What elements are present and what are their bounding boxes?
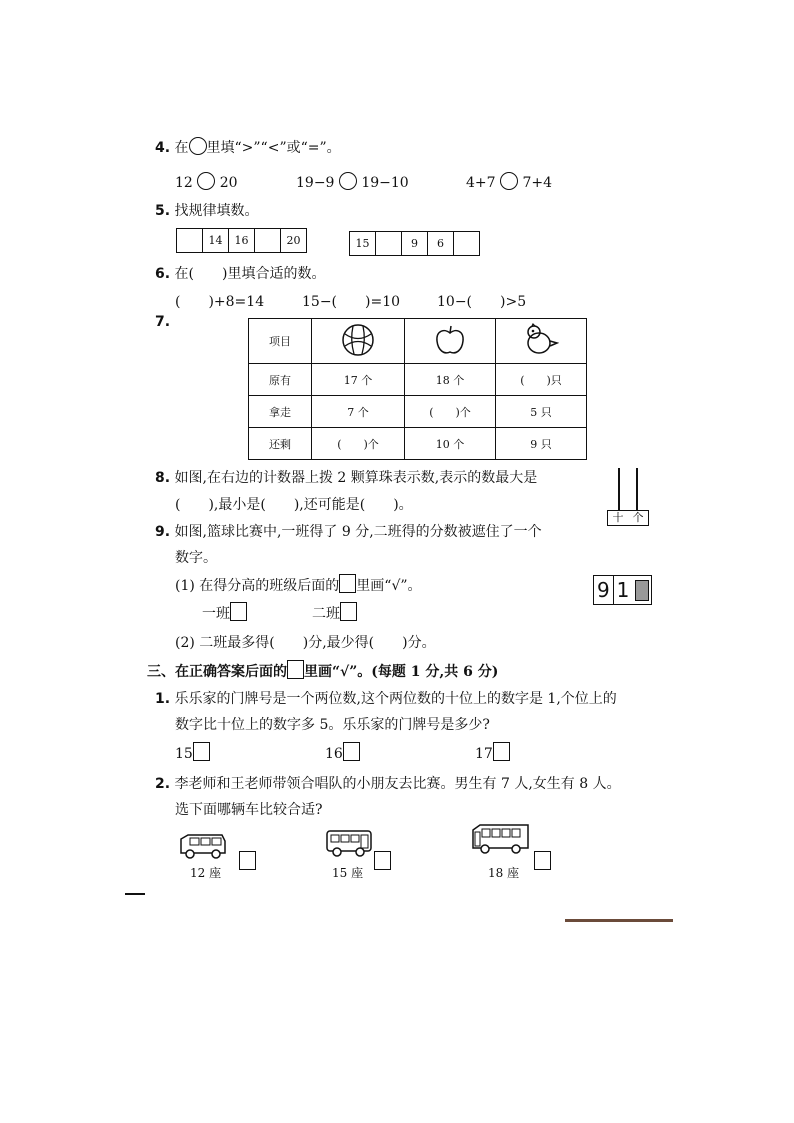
q8-text-2[interactable]: ( ),最小是( ),还可能是( )。 bbox=[175, 497, 413, 513]
q4-item-left: 12 bbox=[175, 175, 193, 191]
q4-item-left: 19−9 bbox=[296, 175, 335, 191]
q5-sequence-1 bbox=[176, 228, 307, 253]
sequence-cell[interactable] bbox=[255, 229, 281, 252]
checkbox[interactable] bbox=[340, 602, 357, 621]
rod bbox=[618, 468, 620, 510]
counter-base bbox=[607, 510, 649, 526]
q4-number: 4. bbox=[155, 140, 171, 156]
class-label: 一班 bbox=[202, 606, 230, 622]
cover-block bbox=[635, 580, 649, 601]
option-label: 15 座 bbox=[332, 866, 364, 880]
q9-class-2 bbox=[312, 602, 357, 623]
table-cell[interactable]: ( )个 bbox=[405, 396, 496, 428]
sequence-cell[interactable] bbox=[177, 229, 203, 252]
checkbox[interactable] bbox=[343, 742, 360, 761]
chick-icon bbox=[496, 319, 587, 364]
p2-text-2: 选下面哪辆车比较合适? bbox=[175, 802, 323, 818]
q6-item[interactable]: 10−( )>5 bbox=[437, 294, 527, 310]
q6-item[interactable]: 15−( )=10 bbox=[302, 294, 401, 310]
checkbox[interactable] bbox=[230, 602, 247, 621]
q9-text: 如图,篮球比赛中,一班得了 9 分,二班得的分数被遮住了一个 bbox=[174, 524, 542, 540]
p1-option-1 bbox=[175, 742, 210, 762]
q9-sub1 bbox=[175, 574, 422, 595]
section-3-pre: 三、在正确答案后面的 bbox=[147, 664, 287, 680]
square-icon bbox=[287, 660, 304, 679]
option-label: 17 bbox=[475, 746, 493, 762]
q4-line bbox=[155, 137, 341, 157]
q5-text: 找规律填数。 bbox=[174, 203, 259, 219]
checkbox[interactable] bbox=[239, 851, 256, 870]
p1-line-1 bbox=[155, 688, 617, 708]
table-cell[interactable]: ( )个 bbox=[312, 428, 405, 460]
table-cell: 17 个 bbox=[312, 364, 405, 396]
apple-icon bbox=[405, 319, 496, 364]
bus-icon bbox=[470, 822, 532, 860]
van-icon bbox=[178, 831, 228, 865]
q9-class-1 bbox=[202, 602, 247, 623]
sequence-cell: 16 bbox=[229, 229, 255, 252]
option-label: 12 座 bbox=[190, 866, 222, 880]
p1-text-2: 数字比十位上的数字多 5。乐乐家的门牌号是多少? bbox=[175, 717, 490, 733]
circle-icon bbox=[189, 137, 207, 155]
score-digit: 1 bbox=[613, 576, 633, 604]
q4-item-3 bbox=[466, 172, 552, 191]
row-label: 还剩 bbox=[249, 428, 312, 460]
basketball-icon bbox=[312, 319, 405, 364]
sequence-cell: 15 bbox=[350, 232, 376, 255]
p2-text: 李老师和王老师带领合唱队的小朋友去比赛。男生有 7 人,女生有 8 人。 bbox=[174, 776, 621, 792]
q8-number: 8. bbox=[155, 470, 171, 486]
q6-number: 6. bbox=[155, 266, 171, 282]
q9-sub2[interactable]: (2) 二班最多得( )分,最少得( )分。 bbox=[175, 635, 436, 651]
q4-item-right: 7+4 bbox=[522, 175, 552, 191]
q4-item-1 bbox=[175, 172, 238, 191]
q9-sub1-post: 里画“√”。 bbox=[356, 578, 422, 594]
q6-item[interactable]: ( )+8=14 bbox=[175, 294, 265, 310]
sequence-cell: 9 bbox=[402, 232, 428, 255]
ones-label: 个 bbox=[632, 511, 644, 524]
option-label: 15 bbox=[175, 746, 193, 762]
sequence-cell[interactable] bbox=[454, 232, 479, 255]
p1-option-2 bbox=[325, 742, 360, 762]
rod bbox=[636, 468, 638, 510]
q4-item-right: 20 bbox=[219, 175, 238, 191]
table-header: 项目 bbox=[249, 319, 312, 364]
page-mark bbox=[125, 893, 145, 895]
p1-option-3 bbox=[475, 742, 510, 762]
table-cell: 5 只 bbox=[496, 396, 587, 428]
scoreboard bbox=[593, 575, 652, 605]
p1-text: 乐乐家的门牌号是一个两位数,这个两位数的十位上的数字是 1,个位上的 bbox=[174, 691, 617, 707]
q9-number: 9. bbox=[155, 524, 171, 540]
q7-number: 7. bbox=[155, 314, 171, 330]
sequence-cell: 14 bbox=[203, 229, 229, 252]
table-cell: 10 个 bbox=[405, 428, 496, 460]
row-label: 原有 bbox=[249, 364, 312, 396]
q4-item-left: 4+7 bbox=[466, 175, 496, 191]
sequence-cell: 20 bbox=[286, 234, 301, 247]
checkbox[interactable] bbox=[193, 742, 210, 761]
minibus-icon bbox=[325, 828, 373, 862]
q6-text: 在( )里填合适的数。 bbox=[174, 266, 326, 282]
abacus-counter bbox=[607, 468, 649, 524]
tens-label: 十 bbox=[612, 511, 624, 524]
option-label: 16 bbox=[325, 746, 343, 762]
table-cell: 9 只 bbox=[496, 428, 587, 460]
q8-text: 如图,在右边的计数器上拨 2 颗算珠表示数,表示的数最大是 bbox=[174, 470, 538, 486]
p2-line-1 bbox=[155, 773, 621, 793]
hidden-digit bbox=[632, 576, 651, 604]
q4-item-right: 19−10 bbox=[361, 175, 409, 191]
option-label: 18 座 bbox=[488, 866, 520, 880]
compare-circle-input[interactable] bbox=[500, 172, 518, 190]
square-icon bbox=[339, 574, 356, 593]
compare-circle-input[interactable] bbox=[197, 172, 215, 190]
p1-number: 1. bbox=[155, 691, 171, 707]
class-label: 二班 bbox=[312, 606, 340, 622]
row-label: 拿走 bbox=[249, 396, 312, 428]
sequence-cell: 6 bbox=[428, 232, 454, 255]
sequence-cell[interactable] bbox=[376, 232, 402, 255]
q6-line bbox=[155, 263, 325, 283]
section-3-title bbox=[147, 660, 498, 681]
q5-line bbox=[155, 200, 259, 220]
q9-text-2: 数字。 bbox=[175, 550, 217, 566]
q5-sequence-2 bbox=[349, 231, 480, 256]
score-digit: 9 bbox=[596, 578, 610, 602]
q4-text-post: 里填“>”“<”或“=”。 bbox=[206, 140, 341, 156]
compare-circle-input[interactable] bbox=[339, 172, 357, 190]
section-3-post: 里画“√”。(每题 1 分,共 6 分) bbox=[304, 664, 499, 680]
q5-number: 5. bbox=[155, 203, 171, 219]
table-cell: 7 个 bbox=[312, 396, 405, 428]
q9-line-1 bbox=[155, 521, 542, 541]
q9-sub1-pre: (1) 在得分高的班级后面的 bbox=[175, 578, 340, 594]
scan-edge-line bbox=[565, 919, 673, 922]
p2-number: 2. bbox=[155, 776, 171, 792]
q7-table bbox=[248, 318, 587, 460]
checkbox[interactable] bbox=[374, 851, 391, 870]
q8-line-1 bbox=[155, 467, 537, 487]
q4-item-2 bbox=[296, 172, 409, 191]
q4-text-pre: 在 bbox=[174, 140, 189, 156]
table-cell[interactable]: ( )只 bbox=[496, 364, 587, 396]
table-cell: 18 个 bbox=[405, 364, 496, 396]
checkbox[interactable] bbox=[534, 851, 551, 870]
checkbox[interactable] bbox=[493, 742, 510, 761]
